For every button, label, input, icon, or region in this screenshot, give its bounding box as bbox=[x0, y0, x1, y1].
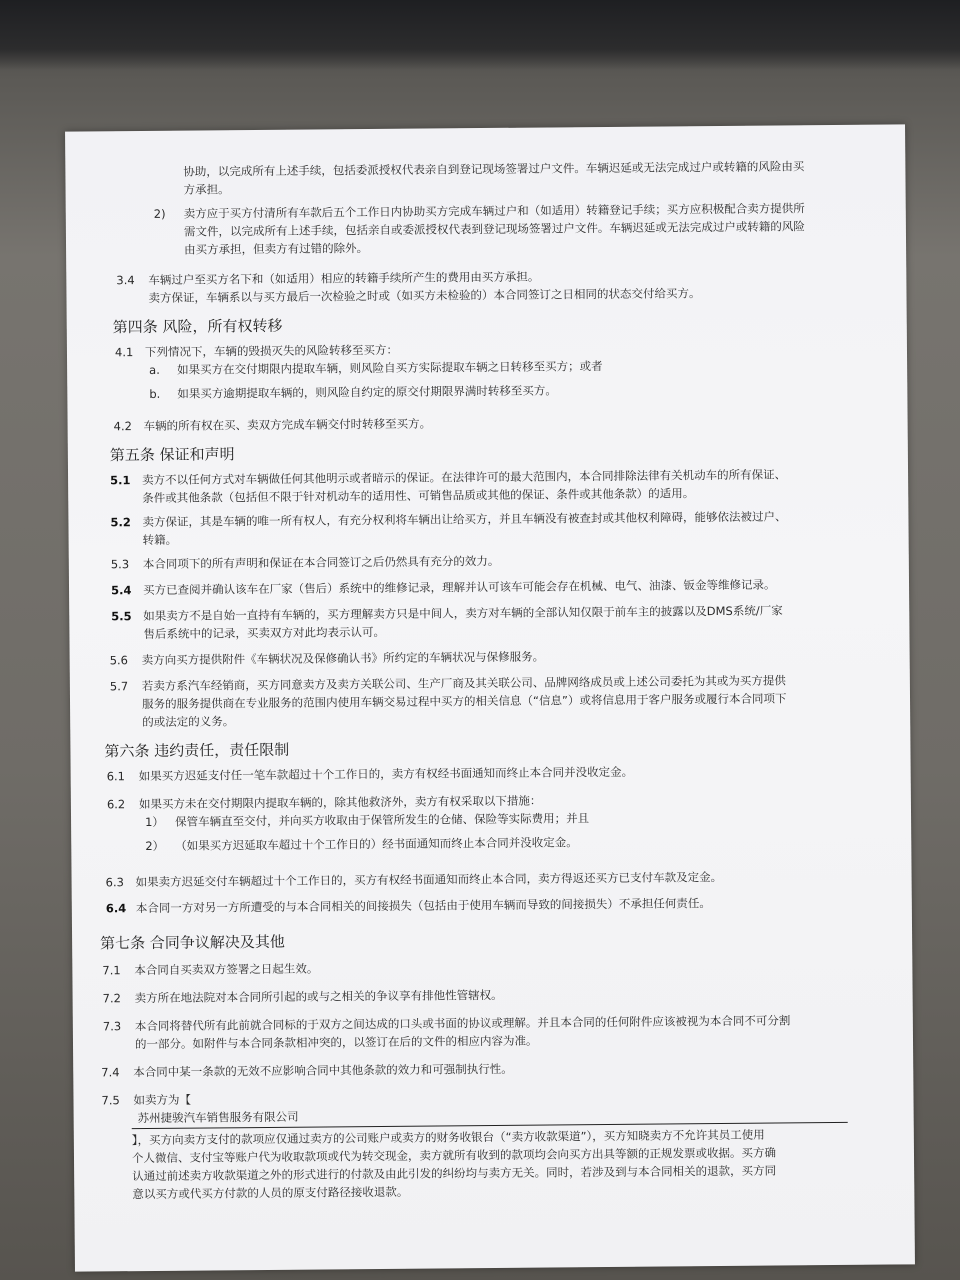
text-line: 本合同将替代所有此前就合同标的于双方之间达成的口头或书面的协议或理解。并且本合同的任何附件应该被视为本合同不可分割 bbox=[134, 1013, 791, 1034]
text-line: 方承担。 bbox=[183, 182, 230, 197]
text-line: 如果买方在交付期限内提取车辆，则风险自买方实际提取车辆之日转移至买方；或者 bbox=[177, 359, 603, 377]
text-line: 如果买方逾期提取车辆的，则风险自约定的原交付期限界满时转移至买方。 bbox=[177, 383, 557, 401]
clause-number: 6.2 bbox=[106, 797, 126, 812]
contract-page bbox=[65, 124, 915, 1271]
item-number: 2） bbox=[145, 838, 165, 854]
text-line: 车辆过户至买方名下和（如适用）相应的转籍手续所产生的费用由买方承担。 bbox=[148, 269, 540, 287]
clause-number: 5.7 bbox=[109, 679, 129, 694]
text-line: 意以买方或代买方付款的人员的原支付路径接收退款。 bbox=[132, 1184, 409, 1202]
text-line: 若卖方系汽车经销商，买方同意卖方及卖方关联公司、生产厂商及其关联公司、品牌网络成员或上述公司委托为其或为买方提供 bbox=[141, 673, 786, 694]
clause-number: 7.2 bbox=[102, 991, 121, 1006]
section-heading: 第四条 风险，所有权转移 bbox=[112, 316, 283, 337]
item-label: b. bbox=[149, 386, 161, 401]
text-line: 卖方向买方提供附件《车辆状况及保修确认书》所约定的车辆状况与保修服务。 bbox=[141, 649, 545, 668]
text-line: 如卖方为【 bbox=[133, 1092, 192, 1108]
text-line: （如果买方迟延取车超过十个工作日的）经书面通知而终止本合同并没收定金。 bbox=[175, 835, 578, 853]
item-number: 2) bbox=[153, 206, 166, 221]
clause-number: 7.4 bbox=[101, 1065, 120, 1080]
clause-number: 7.3 bbox=[102, 1019, 122, 1034]
clause-number: 5.4 bbox=[110, 583, 132, 598]
clause-number: 5.5 bbox=[111, 609, 132, 624]
text-line: 如果买方迟延支付任一笔车款超过十个工作日的，卖方有权经书面通知而终止本合同并没收定金。 bbox=[138, 764, 634, 784]
text-line: 如果卖方不是自始一直持有车辆的，买方理解卖方只是中间人，卖方对车辆的全部认知仅限于前车主的披露以及DMS系统/厂家 bbox=[143, 603, 783, 624]
text-line: 转籍。 bbox=[142, 532, 178, 548]
text-line: 协助，以完成所有上述手续，包括委派授权代表亲自到登记现场签署过户文件。车辆迟延或无法完成过户或转籍的风险由买 bbox=[183, 159, 805, 179]
text-line: 需文件，以完成所有上述手续，包括亲自或委派授权代表到登记现场签署过户文件。车辆迟延或无法完成过户或转籍的风险 bbox=[183, 219, 805, 239]
text-line: 条件或其他条款（包括但不限于针对机动车的适用性、可销售品质或其他的保证、条件或其他条款）的适用。 bbox=[142, 486, 695, 506]
section-heading: 第五条 保证和声明 bbox=[109, 445, 235, 465]
text-line: 的或法定的义务。 bbox=[142, 714, 235, 730]
clause-number: 5.1 bbox=[110, 473, 131, 488]
clause-number: 5.6 bbox=[109, 653, 129, 668]
text-line: 服务的服务提供商在专业服务的范围内使用车辆交易过程中买方的相关信息（“信息”）或将信息用于客户服务或履行本合同项下 bbox=[141, 691, 787, 712]
text-line: 卖方保证，车辆系以与买方最后一次检验之时或（如买方未检验的）本合同签订之日相同的状态交付给买方。 bbox=[148, 286, 701, 305]
text-line: 本合同中某一条款的无效不应影响合同中其他条款的效力和可强制执行性。 bbox=[133, 1061, 513, 1080]
text-line: 卖方应于买方付清所有车款后五个工作日内协助买方完成车辆过户和（如适用）转籍登记手续；买方应积极配合卖方提供所 bbox=[183, 201, 805, 221]
text-line: 如果卖方迟延交付车辆超过十个工作日的，买方有权经书面通知而终止本合同，卖方得返还买方已支付车款及定金。 bbox=[135, 869, 723, 890]
text-line: 本合同自买卖双方签署之日起生效。 bbox=[134, 961, 319, 978]
text-line: 】，买方向卖方支付的款项应仅通过卖方的公司账户或卖方的财务收银台（“卖方收款渠道”），买方知晓卖方不允许其员工使用 bbox=[131, 1127, 765, 1148]
text-line: 的一部分。如附件与本合同条款相冲突的，以签订在后的文件的相应内容为准。 bbox=[134, 1033, 538, 1052]
section-heading: 第六条 违约责任，责任限制 bbox=[104, 740, 290, 761]
text-line: 本合同一方对另一方所遭受的与本合同相关的间接损失（包括由于使用车辆而导致的间接损失）不承担任何责任。 bbox=[135, 896, 711, 916]
text-line: 个人微信、支付宝等账户代为收取款项或代为转交现金，卖方就所有收到的款项均会向买方出具等额的正规发票或收据。买方确 bbox=[131, 1145, 777, 1166]
clause-number: 7.1 bbox=[102, 963, 121, 978]
text-line: 由买方承担，但卖方有过错的除外。 bbox=[184, 241, 369, 257]
item-label: a. bbox=[149, 362, 160, 377]
text-line: 售后系统中的记录，买卖双方对此均表示认可。 bbox=[143, 624, 385, 642]
text-line: 买方已查阅并确认该车在厂家（售后）系统中的维修记录，理解并认可该车可能会存在机械、电气、油漆、钣金等维修记录。 bbox=[142, 577, 776, 598]
text-line: 卖方所在地法院对本合同所引起的或与之相关的争议享有排他性管辖权。 bbox=[134, 987, 503, 1006]
text-line: 卖方保证，其是车辆的唯一所有权人，有充分权利将车辆出让给买方，并且车辆没有被查封或其他权利障碍，能够依法被过户、 bbox=[142, 509, 787, 530]
text-line: 认通过前述卖方收款渠道之外的形式进行的付款及由此引发的纠纷均与卖方无关。同时，若涉及到与本合同相关的退款，买方同 bbox=[132, 1163, 777, 1184]
clause-number: 6.4 bbox=[105, 901, 127, 916]
text-line: 保管车辆直至交付，并向买方收取由于保管所发生的仓储、保险等实际费用；并且 bbox=[175, 811, 590, 829]
clause-number: 6.1 bbox=[106, 769, 126, 784]
text-line: 如果买方未在交付期限内提取车辆的，除其他救济外，卖方有权采取以下措施： bbox=[138, 793, 542, 812]
clause-number: 5.3 bbox=[110, 557, 130, 572]
section-heading: 第七条 合同争议解决及其他 bbox=[100, 932, 285, 953]
background-top bbox=[0, 0, 960, 70]
company-name: 苏州捷骏汽车销售服务有限公司 bbox=[137, 1109, 299, 1126]
item-number: 1） bbox=[145, 814, 164, 830]
clause-number: 5.2 bbox=[110, 515, 131, 530]
clause-number: 7.5 bbox=[101, 1093, 120, 1108]
text-line: 卖方不以任何方式对车辆做任何其他明示或者暗示的保证。在法律许可的最大范围内，本合同排除法律有关机动车的所有保证、 bbox=[142, 467, 787, 488]
text-line: 下列情况下，车辆的毁损灭失的风险转移至买方： bbox=[144, 342, 399, 359]
text-line: 本合同项下的所有声明和保证在本合同签订之后仍然具有充分的效力。 bbox=[142, 553, 500, 572]
clause-number: 3.4 bbox=[116, 273, 135, 288]
clause-number: 6.3 bbox=[105, 875, 124, 890]
text-line: 车辆的所有权在买、卖双方完成车辆交付时转移至买方。 bbox=[143, 416, 432, 434]
clause-number: 4.1 bbox=[114, 345, 134, 360]
clause-number: 4.2 bbox=[113, 419, 132, 434]
